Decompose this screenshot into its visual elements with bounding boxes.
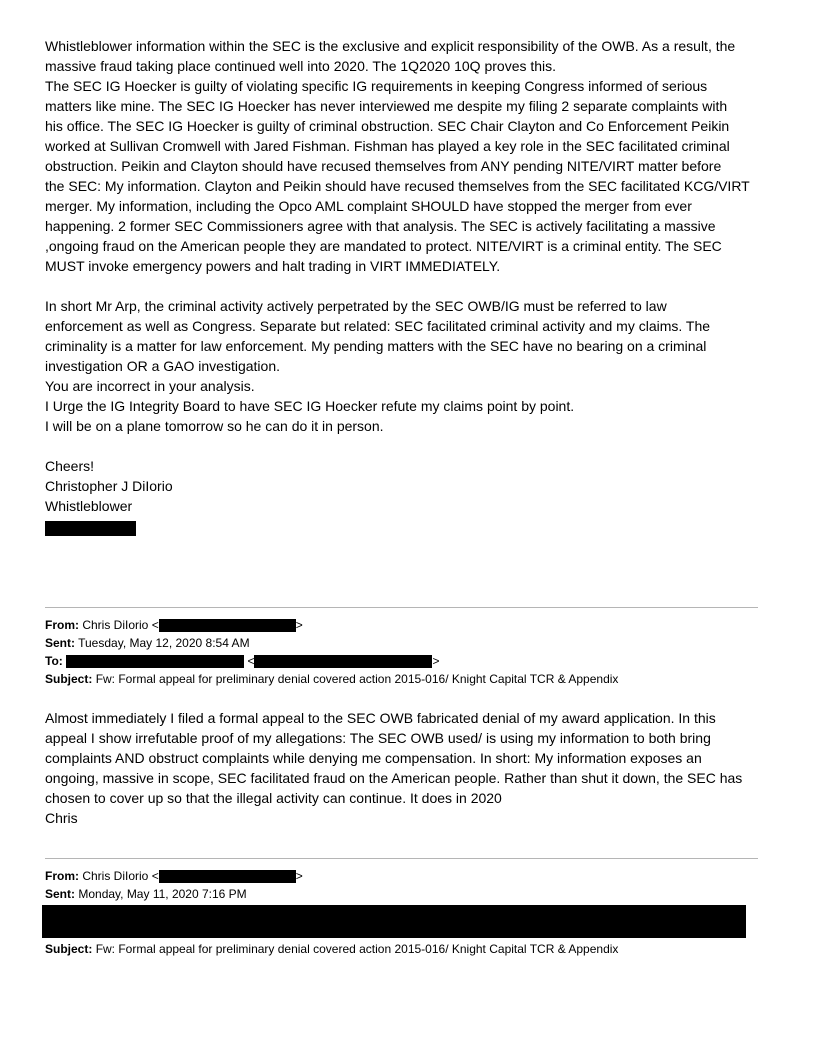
from-end: > [295, 618, 303, 632]
from-name: Chris DiIorio < [82, 869, 159, 883]
subject-value: Fw: Formal appeal for preliminary denial covered action 2015-016/ Knight Capital TCR & Appendix [95, 672, 619, 686]
subject-row [45, 670, 780, 688]
text-line: I Urge the IG Integrity Board to have SEC IG Hoecker refute my claims point by point. [45, 398, 575, 414]
text-line: MUST invoke emergency powers and halt trading in VIRT IMMEDIATELY. [45, 258, 501, 274]
sent-label: Sent: [45, 887, 75, 901]
signature-name: Christopher J DiIorio [45, 478, 173, 494]
redaction-bar [45, 521, 136, 536]
from-end: > [295, 869, 303, 883]
text-line: ,ongoing fraud on the American people they are mandated to protect. NITE/VIRT is a criminal entity. The SEC [45, 238, 722, 254]
subject-label: Subject: [45, 672, 93, 686]
text-line: the SEC: My information. Clayton and Peikin should have recused themselves from the SEC facilitated KCG/VIRT [45, 178, 750, 194]
subject-row [45, 940, 780, 958]
text-line: merger. My information, including the Opco AML complaint SHOULD have stopped the merger from ever [45, 198, 692, 214]
to-row [45, 652, 780, 670]
to-gt: > [432, 654, 440, 668]
text-line: obstruction. Peikin and Clayton should have recused themselves from ANY pending NITE/VIRT matter before [45, 158, 722, 174]
from-label: From: [45, 618, 79, 632]
sent-value: Monday, May 11, 2020 7:16 PM [78, 887, 247, 901]
redaction-bar [159, 870, 296, 883]
text-line: Whistleblower information within the SEC is the exclusive and explicit responsibility of the OWB. As a result, the [45, 38, 736, 54]
text-line: I will be on a plane tomorrow so he can do it in person. [45, 418, 384, 434]
redaction-block [42, 905, 746, 938]
sent-row [45, 885, 780, 903]
to-lt: < [247, 654, 255, 668]
text-line: ongoing, massive in scope, SEC facilitated fraud on the American people. Rather than shut it down, the SEC has [45, 770, 743, 786]
redaction-bar [159, 619, 296, 632]
text-line: In short Mr Arp, the criminal activity actively perpetrated by the SEC OWB/IG must be referred to law [45, 298, 667, 314]
text-line: investigation OR a GAO investigation. [45, 358, 281, 374]
sent-row [45, 634, 780, 652]
text-line: criminality is a matter for law enforcement. My pending matters with the SEC have no bearing on a criminal [45, 338, 707, 354]
to-label: To: [45, 654, 63, 668]
sent-value: Tuesday, May 12, 2020 8:54 AM [78, 636, 250, 650]
email-header-2 [45, 867, 780, 958]
text-line: chosen to cover up so that the illegal activity can continue. It does in 2020 [45, 790, 502, 806]
document-page [45, 36, 780, 958]
letter-paragraph-1 [45, 36, 780, 276]
text-line: appeal I show irrefutable proof of my allegations: The SEC OWB used/ is using my information to both bring [45, 730, 711, 746]
text-line: complaints AND obstruct complaints while denying me compensation. In short: My information exposes an [45, 750, 702, 766]
letter-paragraph-2 [45, 296, 780, 436]
subject-value: Fw: Formal appeal for preliminary denial covered action 2015-016/ Knight Capital TCR & Appendix [95, 942, 619, 956]
text-line: You are incorrect in your analysis. [45, 378, 255, 394]
sent-label: Sent: [45, 636, 75, 650]
text-line: massive fraud taking place continued well into 2020. The 1Q2020 10Q proves this. [45, 58, 557, 74]
text-line: The SEC IG Hoecker is guilty of violating specific IG requirements in keeping Congress informed of serious [45, 78, 708, 94]
text-line: matters like mine. The SEC IG Hoecker has never interviewed me despite my filing 2 separate complaints with [45, 98, 728, 114]
redaction-bar [254, 655, 432, 668]
text-line: worked at Sullivan Cromwell with Jared Fishman. Fishman has played a key role in the SEC facilitated criminal [45, 138, 730, 154]
signature-block [45, 456, 780, 536]
from-label: From: [45, 869, 79, 883]
from-row [45, 867, 780, 885]
closing: Cheers! [45, 458, 95, 474]
from-row [45, 616, 780, 634]
email-body-1 [45, 708, 780, 828]
text-line: enforcement as well as Congress. Separate but related: SEC facilitated criminal activity and my claims. The [45, 318, 711, 334]
from-name: Chris DiIorio < [82, 618, 159, 632]
text-line: Chris [45, 810, 78, 826]
signature-title: Whistleblower [45, 498, 133, 514]
redaction-bar [66, 655, 244, 668]
text-line: Almost immediately I filed a formal appeal to the SEC OWB fabricated denial of my award application. In this [45, 710, 716, 726]
text-line: happening. 2 former SEC Commissioners agree with that analysis. The SEC is actively facilitating a massive [45, 218, 716, 234]
subject-label: Subject: [45, 942, 93, 956]
text-line: his office. The SEC IG Hoecker is guilty of criminal obstruction. SEC Chair Clayton and Co Enforcement Peikin [45, 118, 730, 134]
email-header-1 [45, 616, 780, 688]
